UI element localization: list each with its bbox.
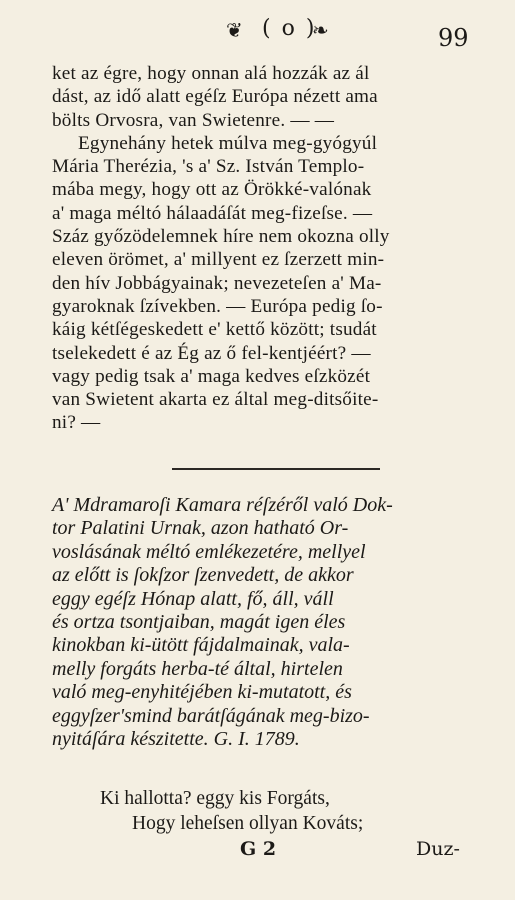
text-line: gyaroknak ſzívekben. — Európa pedig ſo- bbox=[52, 295, 383, 317]
ornament-right-icon: ❧ bbox=[312, 18, 329, 42]
poem-line: Hogy leheſsen ollyan Kováts; bbox=[132, 813, 364, 834]
poem bbox=[100, 786, 480, 836]
dedication-line: való meg-enyhitéjében ki-mutatott, és bbox=[52, 681, 352, 704]
section-divider bbox=[172, 468, 380, 470]
text-line: mába megy, hogy ott az Örökké-valónak bbox=[52, 179, 372, 201]
page-header bbox=[0, 12, 515, 52]
text-line: den hív Jobbágyainak; nevezeteſen a' Ma- bbox=[52, 272, 382, 294]
text-line: eleven örömet, a' millyent ez ſzerzett min- bbox=[52, 249, 385, 271]
dedication-line: az előtt is ſokſzor ſzenvedett, de akkor bbox=[52, 564, 354, 587]
text-line: bölts Orvosra, van Swietenre. — — bbox=[52, 109, 335, 131]
text-line: Egynehány hetek múlva meg-gyógyúl bbox=[78, 132, 378, 154]
text-line: a' maga méltó hálaadáſát meg-fizeſse. — bbox=[52, 202, 373, 224]
text-line: ni? — bbox=[52, 412, 101, 434]
catchword: Duz- bbox=[416, 838, 460, 860]
text-line: Száz győzödelemnek híre nem okozna olly bbox=[52, 226, 390, 248]
text-line: káig kétſégeskedett e' kettő között; tsudát bbox=[52, 319, 377, 341]
main-text bbox=[52, 62, 492, 435]
text-line: vagy pedig tsak a' maga kedves eſzközét bbox=[52, 365, 371, 387]
text-line: tselekedett é az Ég az ő fel-kentjéért? — bbox=[52, 342, 371, 364]
text-line: Mária Therézia, 's a' Sz. István Templo- bbox=[52, 156, 365, 178]
text-line: dást, az idő alatt egéſz Európa nézett ama bbox=[52, 86, 378, 108]
text-line: ket az égre, hogy onnan alá hozzák az ál bbox=[52, 63, 370, 84]
page-footer bbox=[0, 838, 515, 868]
dedication-line: melly forgáts herba-té által, hirtelen bbox=[52, 657, 343, 680]
header-mark: ( o ) bbox=[262, 16, 317, 41]
dedication-line: és ortza tsontjaiban, magát igen éles bbox=[52, 611, 346, 634]
poem-line: Ki hallotta? eggy kis Forgáts, bbox=[100, 788, 330, 809]
dedication-line: kinokban ki-ütött fájdalmainak, vala- bbox=[52, 634, 350, 657]
dedication-line: A' Mdramaroſi Kamara réſzéről való Dok- bbox=[52, 494, 393, 516]
signature-mark: G 2 bbox=[240, 838, 277, 860]
ornament-left-icon: ❦ bbox=[226, 18, 243, 42]
dedication-line: eggyſzer'smind barátſágának meg-bizo- bbox=[52, 704, 370, 727]
dedication-line: eggy egéſz Hónap alatt, fő, áll, váll bbox=[52, 587, 334, 610]
dedication-line: tor Palatini Urnak, azon hatható Or- bbox=[52, 517, 349, 540]
dedication-block bbox=[52, 494, 497, 751]
text-line: van Swietent akarta ez által meg-ditsőite- bbox=[52, 389, 379, 411]
page-number: 99 bbox=[438, 24, 469, 52]
dedication-line: nyitáſára készitette. G. I. 1789. bbox=[52, 728, 300, 751]
dedication-line: voslásának méltó emlékezetére, mellyel bbox=[52, 540, 366, 563]
